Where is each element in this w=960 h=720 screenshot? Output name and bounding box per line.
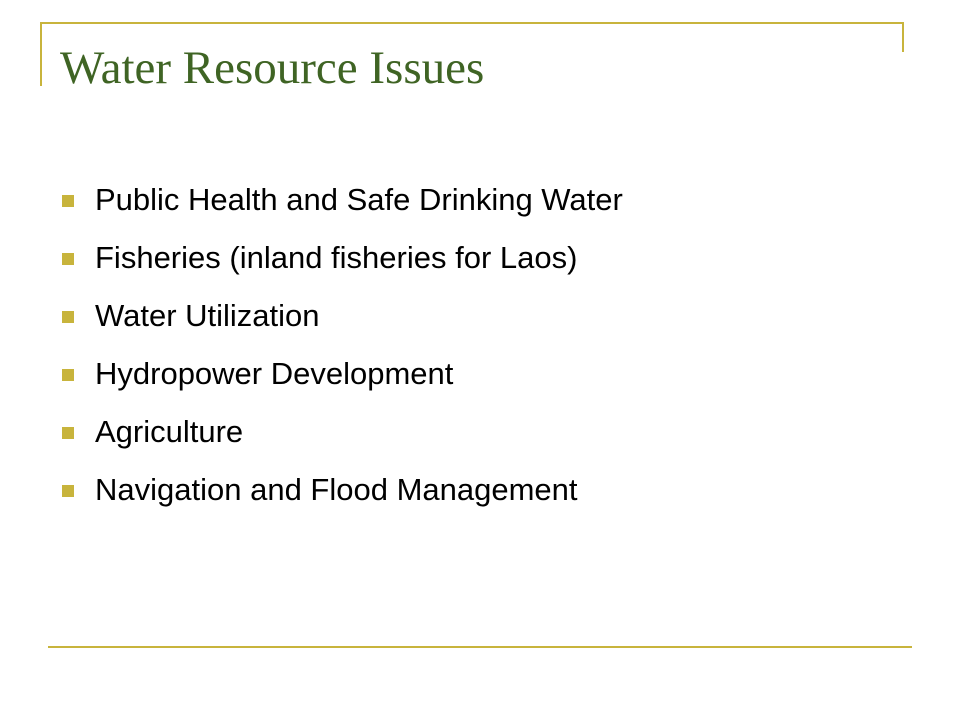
bullet-list xyxy=(62,174,623,522)
slide-title: Water Resource Issues xyxy=(60,42,485,94)
bullet-item xyxy=(62,348,623,406)
left-rule xyxy=(40,22,42,86)
square-bullet-icon xyxy=(62,253,74,265)
right-rule xyxy=(902,22,904,52)
bullet-item xyxy=(62,464,623,522)
bullet-item xyxy=(62,174,623,232)
bullet-item xyxy=(62,232,623,290)
bullet-text: Fisheries (inland fisheries for Laos) xyxy=(95,240,578,275)
bullet-text: Navigation and Flood Management xyxy=(95,472,578,507)
bullet-text: Public Health and Safe Drinking Water xyxy=(95,182,623,217)
bullet-text: Agriculture xyxy=(95,414,244,449)
bullet-item xyxy=(62,290,623,348)
top-rule xyxy=(40,22,904,24)
square-bullet-icon xyxy=(62,369,74,381)
square-bullet-icon xyxy=(62,485,74,497)
square-bullet-icon xyxy=(62,311,74,323)
bottom-rule xyxy=(48,646,912,648)
bullet-text: Hydropower Development xyxy=(95,356,454,391)
bullet-text: Water Utilization xyxy=(95,298,320,333)
square-bullet-icon xyxy=(62,195,74,207)
square-bullet-icon xyxy=(62,427,74,439)
bullet-item xyxy=(62,406,623,464)
